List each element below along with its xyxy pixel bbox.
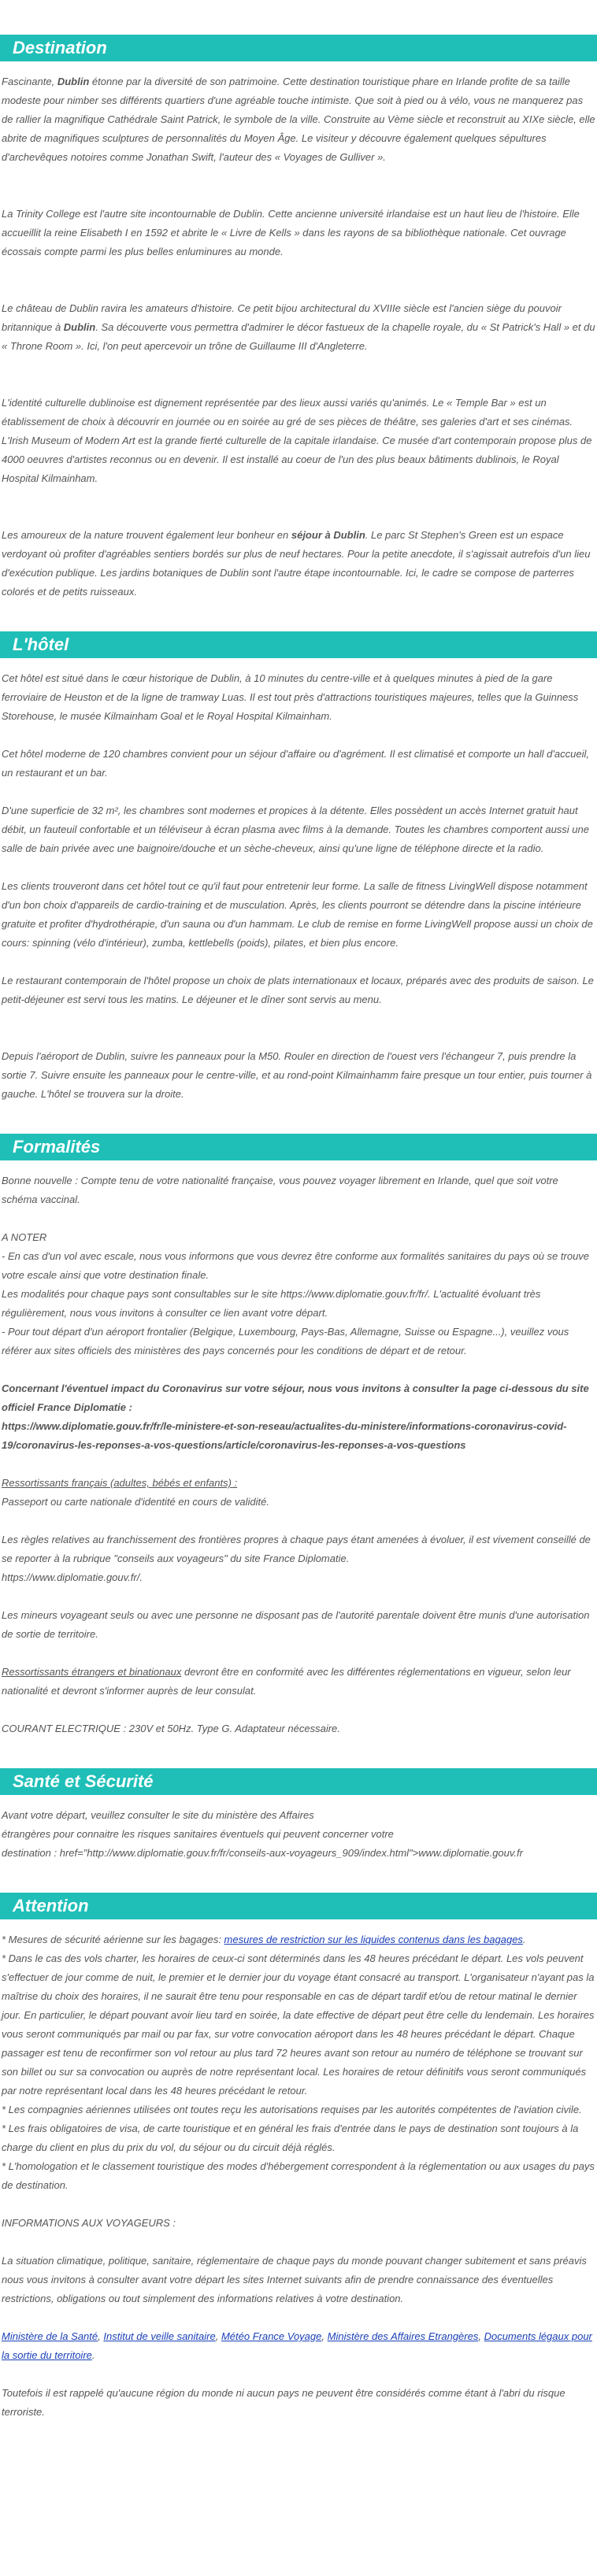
paragraph: Cet hôtel est situé dans le cœur historique de Dublin, à 10 minutes du centre-ville et à quelques minutes à pied de la gare ferroviaire de Heuston et de la ligne de tramway Luas. Il est tout près d'attractions touristiques majeures, telles que la Guinness Storehouse, le musée Kilmainham Goal et le Royal Hospital Kilmainham. <box>2 672 579 722</box>
paragraph <box>2 526 595 601</box>
link-meteo-france[interactable]: Météo France Voyage <box>221 2330 322 2342</box>
paragraph: Cet hôtel moderne de 120 chambres convient pour un séjour d'affaire ou d'agrément. Il est climatisé et comporte un hall d'accueil, un restaurant et un bar. <box>2 748 589 779</box>
text: Les amoureux de la nature trouvent également leur bonheur en <box>2 529 291 541</box>
paragraph: - En cas d'un vol avec escale, nous vous informons que vous devrez être conforme aux formalités sanitaires du pays où se trouve votre escale ainsi que votre destination finale. <box>2 1250 590 1281</box>
section-title: Formalités <box>13 1137 101 1157</box>
paragraph: Les règles relatives au franchissement des frontières propres à chaque pays étant amenées à évoluer, il est vivement conseillé de se reporter à la rubrique "conseils aux voyageurs" du site France Diplomatie. <box>2 1534 591 1564</box>
separator: , <box>98 2330 104 2342</box>
hotel-content <box>0 669 597 1104</box>
paragraph: * Dans le cas des vols charter, les horaires de ceux-ci sont déterminés dans les 48 heures précédant le départ. Les vols peuvent s'effectuer de jour comme de nuit, le premier et le dernier jour du voyage étant consacré au transport. L'organisateur n'ayant pas la maîtrise du choix des horaires, il ne saurait être tenu pour responsable en cas de départ tardif et/ou de retour matinal le dernier jour. En particulier, le départ pouvant avoir lieu tard en soirée, la date effective de départ peut être celle du lendemain. Les horaires vous seront communiqués par mail ou par fax, sur votre convocation aéroport dans les 48 heures précédant le départ. Chaque passager est tenu de reconfirmer son vol retour au plus tard 72 heures avant son retour au numéro de téléphone se trouvant sur son billet ou sur sa convocation ou auprès de notre représentant local. Les horaires de retour définitifs vous seront communiqués par notre représentant local dans les 48 heures précédant le retour. <box>2 1952 595 2097</box>
covid-notice <box>2 1379 595 1417</box>
paragraph: Bonne nouvelle : Compte tenu de votre nationalité française, vous pouvez voyager librement en Irlande, quel que soit votre schéma vaccinal. <box>2 1175 558 1205</box>
liquids-restriction-link[interactable]: mesures de restriction sur les liquides contenus dans les bagages <box>224 1934 523 1945</box>
section-title: Destination <box>13 38 107 57</box>
text: étonne par la diversité de son patrimoine. Cette destination touristique phare en Irlande profite de sa taille modeste pour nimber ses différents quartiers d'une agréable touche intimiste. Que soit à pied ou à vélo, vous ne manquerez pas de rallier la magnifique Cathédrale Saint Patrick, le symbole de la ville. Construite au Vème siècle et reconstruit au XIXe siècle, elle abrite de magnifiques sculptures de personnalités du Moyen Âge. Le visiteur y découvre également quelques sépultures d'archevêques notoires comme Jonathan Swift, l'auteur des « Voyages de Gulliver ». <box>2 76 595 163</box>
paragraph: L'identité culturelle dublinoise est dignement représentée par des lieux aussi variés qu'animés. Le « Temple Bar » est un établissement de choix à découvrir en journée ou en soirée au gré de ses pièces de théâtre, ses galeries d'art et ses cinémas. L'Irish Museum of Modern Art est la grande fierté culturelle de la capitale irlandaise. Ce musée d'art contemporain propose plus de 4000 oeuvres d'artistes reconnus ou en devenir. Il est installé au coeur de l'un des plus beaux bâtiments dublinois, le Royal Hospital Kilmainham. <box>2 397 592 484</box>
covid-url[interactable] <box>2 1417 595 1455</box>
paragraph: destination : href="http://www.diplomatie.gouv.fr/fr/conseils-aux-voyageurs_909/index.html">www.diplomatie.gouv.fr <box>2 1847 523 1859</box>
separator: , <box>321 2330 328 2342</box>
paragraph: Les mineurs voyageant seuls ou avec une personne ne disposant pas de l'autorité parentale doivent être munis d'une autorisation de sortie de territoire. <box>2 1609 590 1640</box>
underlined-text: Ressortissants français (adultes, bébés et enfants) : <box>2 1477 238 1489</box>
link-documents-legaux[interactable]: Documents légaux pour la sortie du territoire <box>2 2330 592 2361</box>
section-header-hotel <box>0 631 597 658</box>
text: * Mesures de sécurité aérienne sur les bagages: <box>2 1934 224 1945</box>
anoter-title: A NOTER <box>2 1231 47 1243</box>
section-title: Santé et Sécurité <box>13 1771 154 1791</box>
text: Fascinante, <box>2 76 57 87</box>
paragraph: La situation climatique, politique, sanitaire, réglementaire de chaque pays du monde pouvant changer subitement et sans préavis nous vous invitons à consulter avant votre départ les sites Internet suivants afin de prendre connaissance des éventuelles restrictions, obligations ou tout simplement des informations relatives à votre destination. <box>2 2255 587 2304</box>
paragraph <box>2 72 595 167</box>
paragraph: Passeport ou carte nationale d'identité en cours de validité. <box>2 1496 269 1508</box>
paragraph: * L'homologation et le classement touristique des modes d'hébergement correspondent à la réglementation ou aux usages du pays de destination. <box>2 2160 595 2191</box>
french-nationals-title <box>2 1474 595 1493</box>
bold-text: Dublin <box>63 321 96 333</box>
section-title: Attention <box>13 1896 89 1915</box>
separator: . <box>91 2349 95 2361</box>
paragraph <box>2 1930 595 1949</box>
formalites-content <box>0 1171 597 1738</box>
section-header-attention <box>0 1893 597 1919</box>
paragraph: - Pour tout départ d'un aéroport frontalier (Belgique, Luxembourg, Pays-Bas, Allemagne, Suisse ou Espagne...), veuillez vous référer aux sites officiels des ministères des pays concernés pour les conditions de départ et de retour. <box>2 1326 569 1356</box>
paragraph: La Trinity College est l'autre site incontournable de Dublin. Cette ancienne université irlandaise est un haut lieu de l'histoire. Elle accueillit la reine Elisabeth I en 1592 et abrite le « Livre de Kells » dans les rayons de sa bibliothèque nationale. Cet ouvrage écossais compte parmi les plus belles enluminures au monde. <box>2 208 580 257</box>
text: . <box>522 1934 526 1945</box>
paragraph <box>2 1663 595 1701</box>
sante-content <box>0 1806 597 1863</box>
paragraph: * Les compagnies aériennes utilisées ont toutes reçu les autorisations requises par les autorités compétentes de l'aviation civile. <box>2 2104 582 2115</box>
bold-link[interactable]: https://www.diplomatie.gouv.fr/fr/le-ministere-et-son-reseau/actualites-du-ministere/informations-coronavirus-covid-19/coronavirus-les-reponses-a-vos-questions/article/coronavirus-les-reponses-a-vos-questions <box>2 1420 567 1451</box>
useful-links <box>2 2327 595 2365</box>
bold-text: séjour à Dublin <box>291 529 365 541</box>
link-affaires-etrangeres[interactable]: Ministère des Affaires Etrangères <box>327 2330 479 2342</box>
bold-text: Dublin <box>57 76 90 87</box>
paragraph: Les clients trouveront dans cet hôtel tout ce qu'il faut pour entretenir leur forme. La salle de fitness LivingWell dispose notamment d'un bon choix d'appareils de cardio-training et de musculation. Après, les clients pourront se détendre dans la piscine intérieure gratuite et profiter d'hydrothérapie, d'un sauna ou d'un hammam. Le club de remise en forme LivingWell propose aussi un choix de cours: spinning (vélo d'intérieur), zumba, kettlebells (poids), pilates, et bien plus encore. <box>2 880 593 949</box>
paragraph: étrangères pour connaitre les risques sanitaires éventuels qui peuvent concerner votre <box>2 1828 394 1840</box>
text: devront être en conformité avec les différentes réglementations en vigueur, selon leur nationalité et devront s'informer auprès de leur consulat. <box>2 1666 571 1697</box>
separator: , <box>215 2330 221 2342</box>
paragraph: Toutefois il est rappelé qu'aucune région du monde ni aucun pays ne peuvent être considérés comme étant à l'abri du risque terroriste. <box>2 2387 565 2418</box>
link-veille-sanitaire[interactable]: Institut de veille sanitaire <box>103 2330 216 2342</box>
paragraph: Avant votre départ, veuillez consulter le site du ministère des Affaires <box>2 1809 314 1821</box>
section-header-destination <box>0 35 597 61</box>
destination-content <box>0 72 597 601</box>
paragraph: * Les frais obligatoires de visa, de carte touristique et en général les frais d'entrée dans le pays de destination sont toujours à la charge du client en plus du prix du vol, du séjour ou du circuit déjà réglés. <box>2 2123 579 2153</box>
attention-content <box>0 1930 597 2422</box>
section-title: L'hôtel <box>13 635 69 654</box>
diplomatie-link[interactable]: https://www.diplomatie.gouv.fr/. <box>2 1571 143 1583</box>
text: . Le parc St Stephen's Green est un espace verdoyant où profiter d'agréables sentiers bordés sur plus de neuf hectares. Pour la petite anecdote, il s'agissait autrefois d'un lieu d'exécution publique. Les jardins botaniques de Dublin sont l'autre étape incontournable. Ici, le cadre se compose de parterres colorés et de petits ruisseaux. <box>2 529 591 598</box>
paragraph <box>2 299 595 356</box>
paragraph: Le restaurant contemporain de l'hôtel propose un choix de plats internationaux et locaux, préparés avec des produits de saison. Le petit-déjeuner est servi tous les matins. Le déjeuner et le dîner sont servis au menu. <box>2 975 594 1005</box>
paragraph: COURANT ELECTRIQUE : 230V et 50Hz. Type G. Adaptateur nécessaire. <box>2 1723 340 1734</box>
paragraph: Depuis l'aéroport de Dublin, suivre les panneaux pour la M50. Rouler en direction de l'ouest vers l'échangeur 7, puis prendre la sortie 7. Suivre ensuite les panneaux pour le centre-ville, et au rond-point Kilmainhamm faire presque un tour entier, puis tourner à gauche. L'hôtel se trouvera sur la droite. <box>2 1050 592 1100</box>
bold-text: Concernant l'éventuel impact du Coronavirus sur votre séjour, nous vous invitons à consulter la page ci-dessous du site officiel France Diplomatie : <box>2 1382 589 1413</box>
text: Le château de Dublin ravira les amateurs d'histoire. Ce petit bijou architectural du XVIIIe siècle est l'ancien siège du pouvoir britannique à <box>2 302 562 333</box>
info-title: INFORMATIONS AUX VOYAGEURS : <box>2 2217 176 2229</box>
section-header-formalites <box>0 1134 597 1160</box>
text: . Sa découverte vous permettra d'admirer le décor fastueux de la chapelle royale, du « St Patrick's Hall » et du « Throne Room ». Ici, l'on peut apercevoir un trône de Guillaume III d'Angleterre. <box>2 321 595 352</box>
section-header-sante <box>0 1768 597 1795</box>
paragraph: D'une superficie de 32 m², les chambres sont modernes et propices à la détente. Elles possèdent un accès Internet gratuit haut débit, un fauteuil confortable et un téléviseur à écran plasma avec films à la demande. Toutes les chambres comportent aussi une salle de bain privée avec une baignoire/douche et un sèche-cheveux, ainsi qu'une ligne de téléphone directe et la radio. <box>2 805 589 854</box>
link-ministere-sante[interactable]: Ministère de la Santé <box>2 2330 98 2342</box>
paragraph: Les modalités pour chaque pays sont consultables sur le site https://www.diplomatie.gouv.fr/fr/. L'actualité évoluant très régulièrement, nous vous invitons à consulter ce lien avant votre départ. <box>2 1288 541 1319</box>
underlined-text: Ressortissants étrangers et binationaux <box>2 1666 182 1678</box>
separator: , <box>478 2330 484 2342</box>
